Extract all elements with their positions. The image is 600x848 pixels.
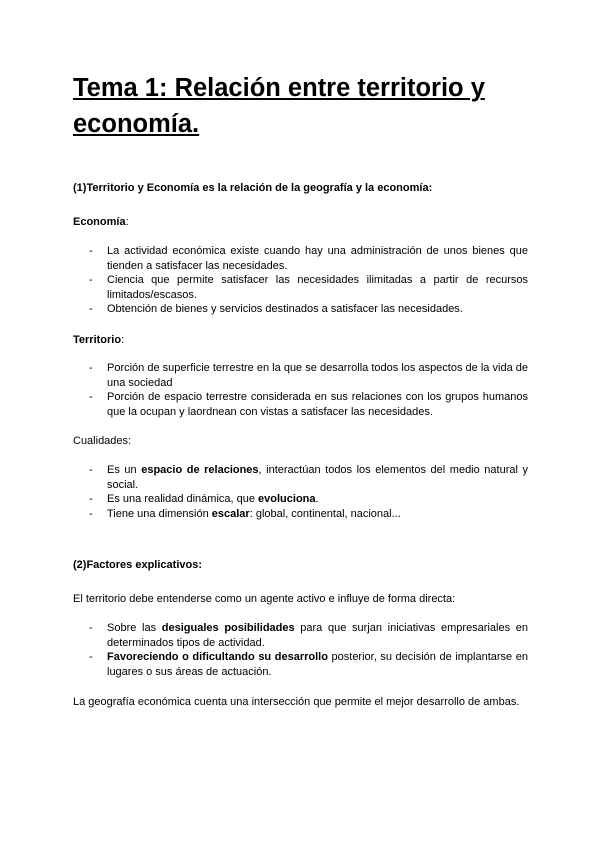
page-title: Tema 1: Relación entre territorio y economía.: [73, 74, 485, 138]
list-item: - Porción de espacio terrestre considerada en sus relaciones con los grupos humanos que la ocupan y laordnean con vistas a satisfacer las necesidades.: [73, 390, 528, 419]
factores-list: [73, 621, 528, 679]
territorio-label: Territorio: [73, 334, 122, 346]
cualidades-list: [73, 463, 528, 521]
economia-list: [73, 244, 528, 317]
list-item: - Sobre las desiguales posibilidades para que surjan iniciativas empresariales en determinados tipos de actividad.: [73, 621, 528, 650]
list-item: - Obtención de bienes y servicios destinados a satisfacer las necesidades.: [73, 302, 528, 317]
territorio-colon: :: [121, 334, 125, 346]
section-2-closing: La geografía económica cuenta una intersección que permite el mejor desarrollo de ambas.: [73, 696, 520, 708]
list-item: - Es una realidad dinámica, que evoluciona.: [73, 492, 528, 507]
list-item: - Porción de superficie terrestre en la que se desarrolla todos los aspectos de la vida de una sociedad: [73, 361, 528, 390]
list-item: - Es un espacio de relaciones, interactúan todos los elementos del medio natural y social.: [73, 463, 528, 492]
list-item: - La actividad económica existe cuando hay una administración de unos bienes que tienden a satisfacer las necesidades.: [73, 244, 528, 273]
section-1-heading: (1)Territorio y Economía es la relación de la geografía y la economía:: [73, 182, 433, 194]
section-2-intro: El territorio debe entenderse como un agente activo e influye de forma directa:: [73, 593, 456, 605]
section-2-heading: (2)Factores explicativos:: [73, 559, 202, 571]
list-item: - Ciencia que permite satisfacer las necesidades ilimitadas a partir de recursos limitados/escasos.: [73, 273, 528, 302]
cualidades-heading: Cualidades:: [73, 435, 132, 447]
economia-label: Economía: [73, 216, 126, 228]
list-item: - Favoreciendo o dificultando su desarrollo posterior, su decisión de implantarse en lugares o sus áreas de actuación.: [73, 650, 528, 679]
economia-heading: [73, 215, 129, 229]
territorio-list: [73, 361, 528, 419]
list-item: - Tiene una dimensión escalar: global, continental, nacional...: [73, 507, 528, 522]
territorio-heading: [73, 333, 124, 347]
economia-colon: :: [125, 216, 129, 228]
